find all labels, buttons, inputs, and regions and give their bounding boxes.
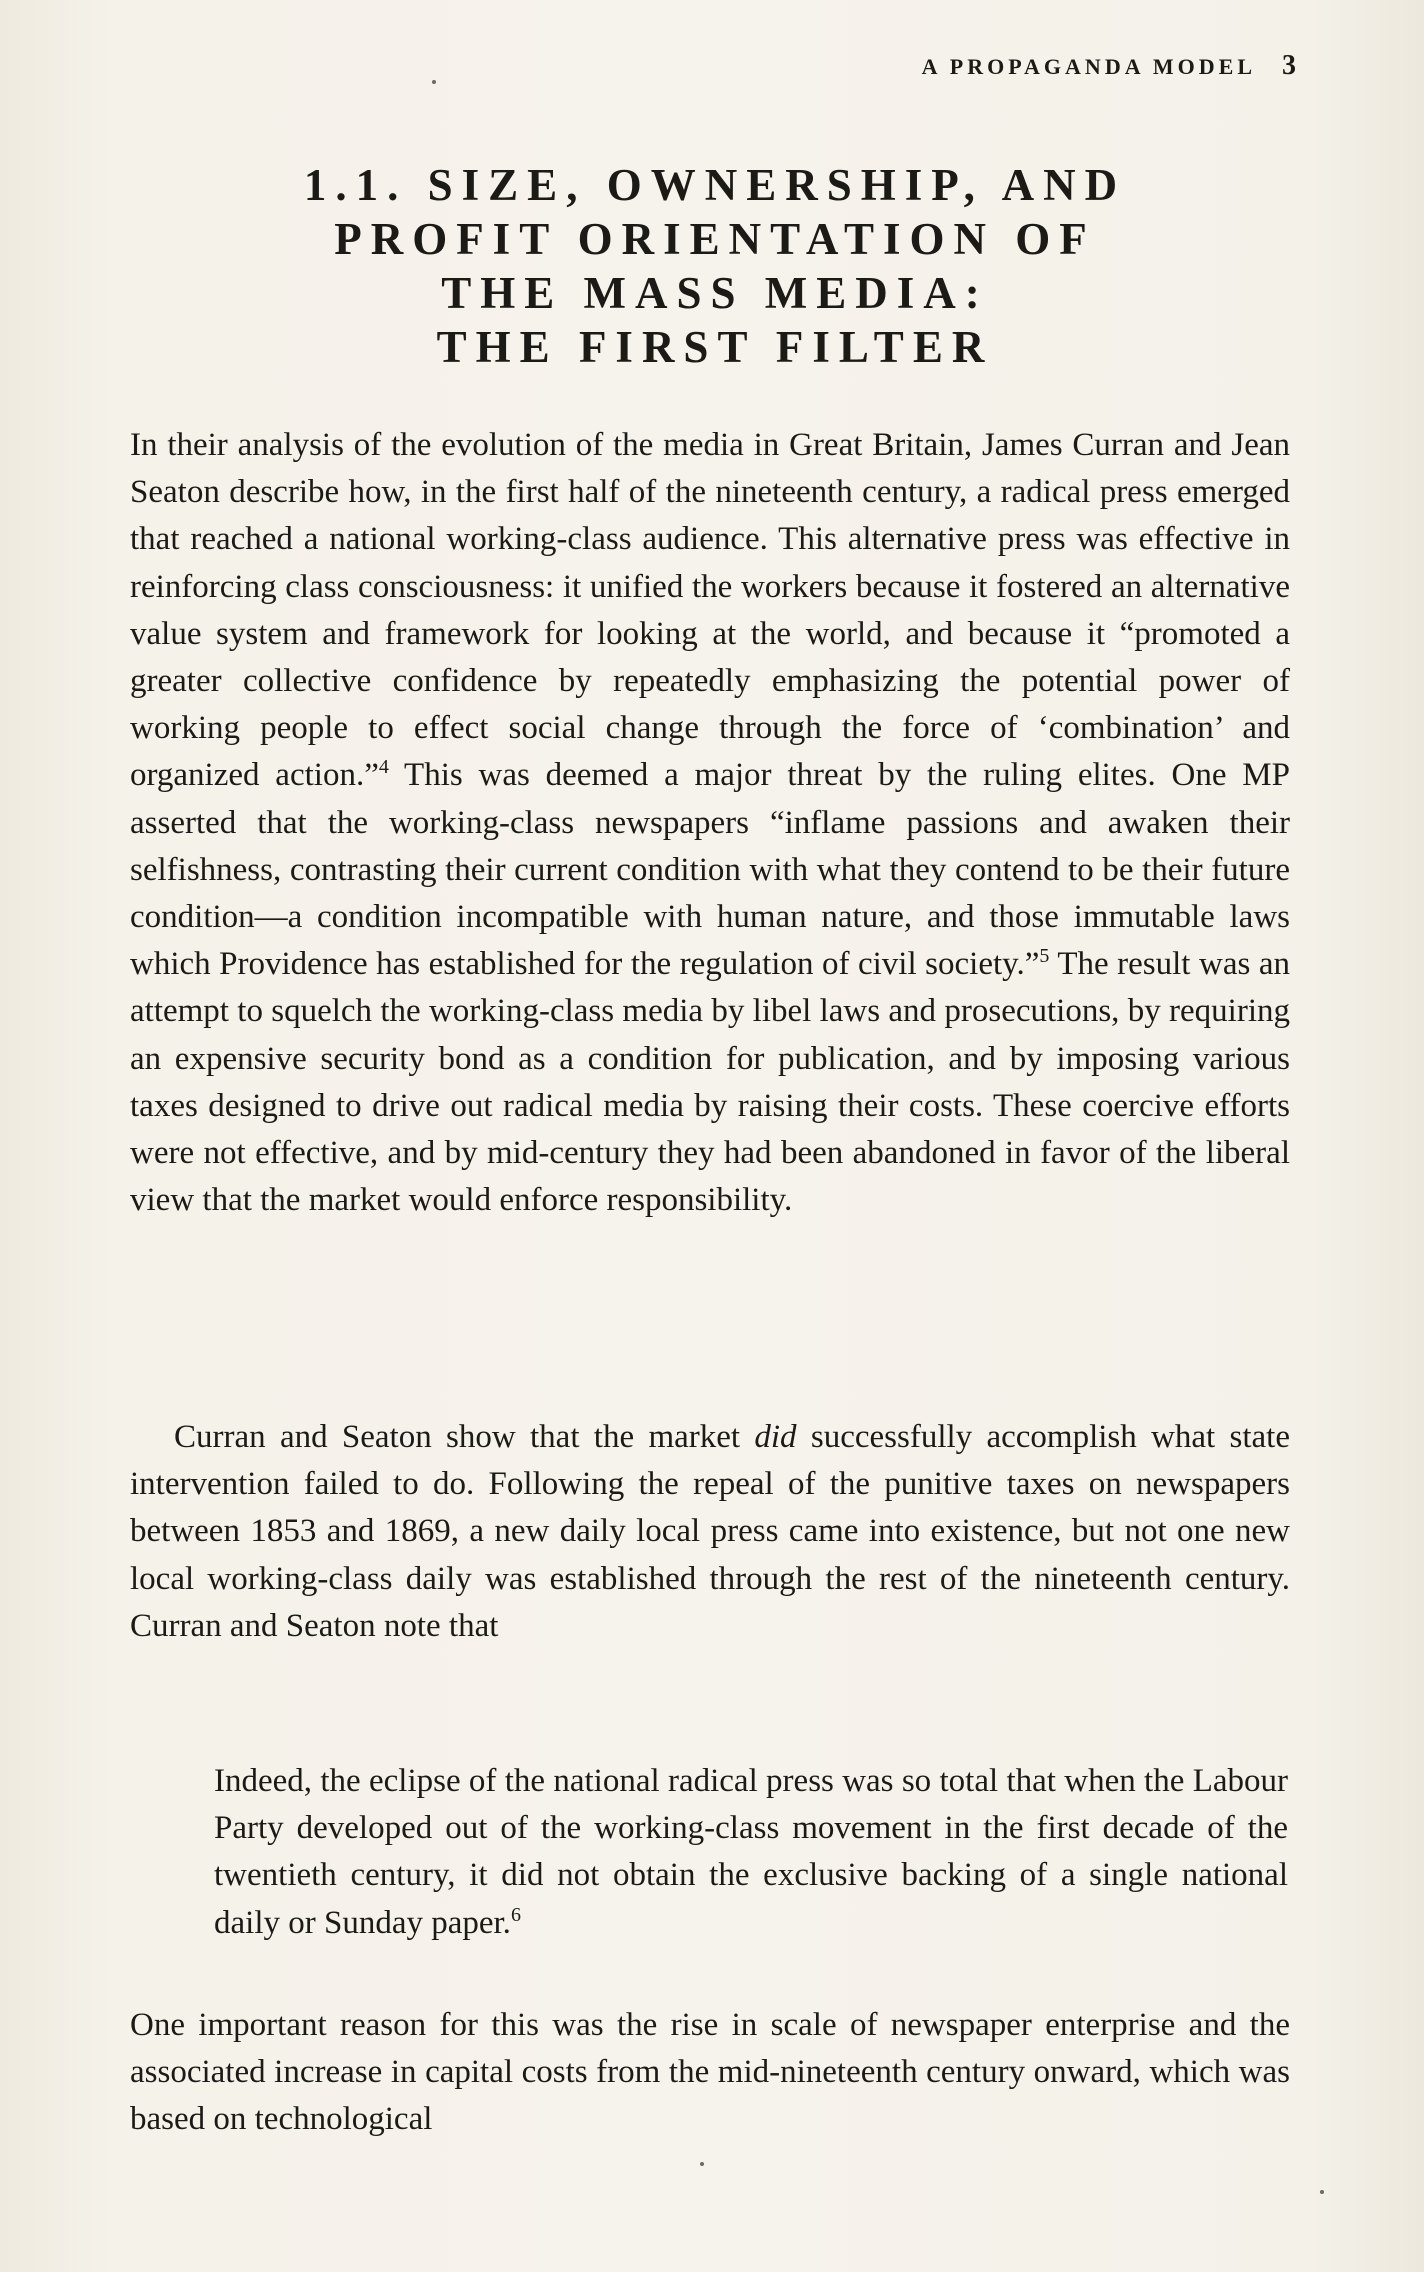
block-quote-text: Indeed, the eclipse of the national radical press was so total that when the Labour Party developed out of the working-class movement in the first decade of the twentieth century, it did not obtain the exclusive backing of a single national daily or Sunday paper.: [214, 1763, 1288, 1941]
paragraph-2-emphasis: did: [754, 1419, 797, 1455]
paragraph-3-text: One important reason for this was the rise in scale of newspaper enterprise and the associated increase in capital costs from the mid-nineteenth century onward, which was based on technological: [130, 2007, 1290, 2138]
section-heading-line-1: 1.1. SIZE, OWNERSHIP, AND: [303, 160, 1127, 210]
paper-speck: [1320, 2190, 1324, 2194]
paper-speck: [700, 2162, 704, 2166]
page-number: 3: [1282, 50, 1296, 81]
section-heading: [130, 158, 1300, 374]
footnote-ref-5: 5: [1039, 945, 1050, 968]
running-head: [922, 50, 1296, 82]
paragraph-1-text-c: The result was an attempt to squelch the working-class media by libel laws and prosecutions, by requiring an expensive security bond as a condition for publication, and by imposing various taxes designed to drive out radical media by raising their costs. These coercive efforts were not effective, and by mid-century they had been abandoned in favor of the liberal view that the market would enforce responsibility.: [130, 946, 1290, 1219]
section-heading-line-2: PROFIT ORIENTATION OF: [334, 214, 1096, 264]
footnote-ref-4: 4: [378, 756, 389, 779]
paper-speck: [432, 80, 436, 84]
paragraph-2-text-a: Curran and Seaton show that the market: [174, 1419, 755, 1455]
running-head-title: A PROPAGANDA MODEL: [921, 54, 1256, 79]
paragraph-1-text-b: This was deemed a major threat by the ruling elites. One MP asserted that the working-class newspapers “inflame passions and awaken their selfishness, contrasting their current condition with what they contend to be their future condition—a condition incompatible with human nature, and those immutable laws which Providence has established for the regulation of civil society.”: [130, 757, 1291, 983]
section-heading-line-4: THE FIRST FILTER: [436, 322, 994, 372]
paragraph-2-text-b: successfully accomplish what state intervention failed to do. Following the repeal of the punitive taxes on newspapers between 1853 and 1869, a new daily local press came into existence, but not one new local working-class daily was established through the rest of the nineteenth century. Curran and Seaton note that: [130, 1419, 1290, 1644]
section-heading-line-3: THE MASS MEDIA:: [441, 268, 989, 318]
paragraph-1: [130, 422, 1290, 1224]
paragraph-1-text-a: In their analysis of the evolution of the media in Great Britain, James Curran and Jean Seaton describe how, in the first half of the nineteenth century, a radical press emerged that reached a national working-class audience. This alternative press was effective in reinforcing class consciousness: it unified the workers because it fostered an alternative value system and framework for looking at the world, and because it “promoted a greater collective confidence by repeatedly emphasizing the potential power of working people to effect social change through the force of ‘combination’ and organized action.”: [130, 427, 1290, 794]
paragraph-3: [130, 2002, 1290, 2144]
footnote-ref-6: 6: [510, 1903, 521, 1926]
block-quote: [214, 1758, 1288, 1947]
paragraph-2: [130, 1414, 1290, 1650]
